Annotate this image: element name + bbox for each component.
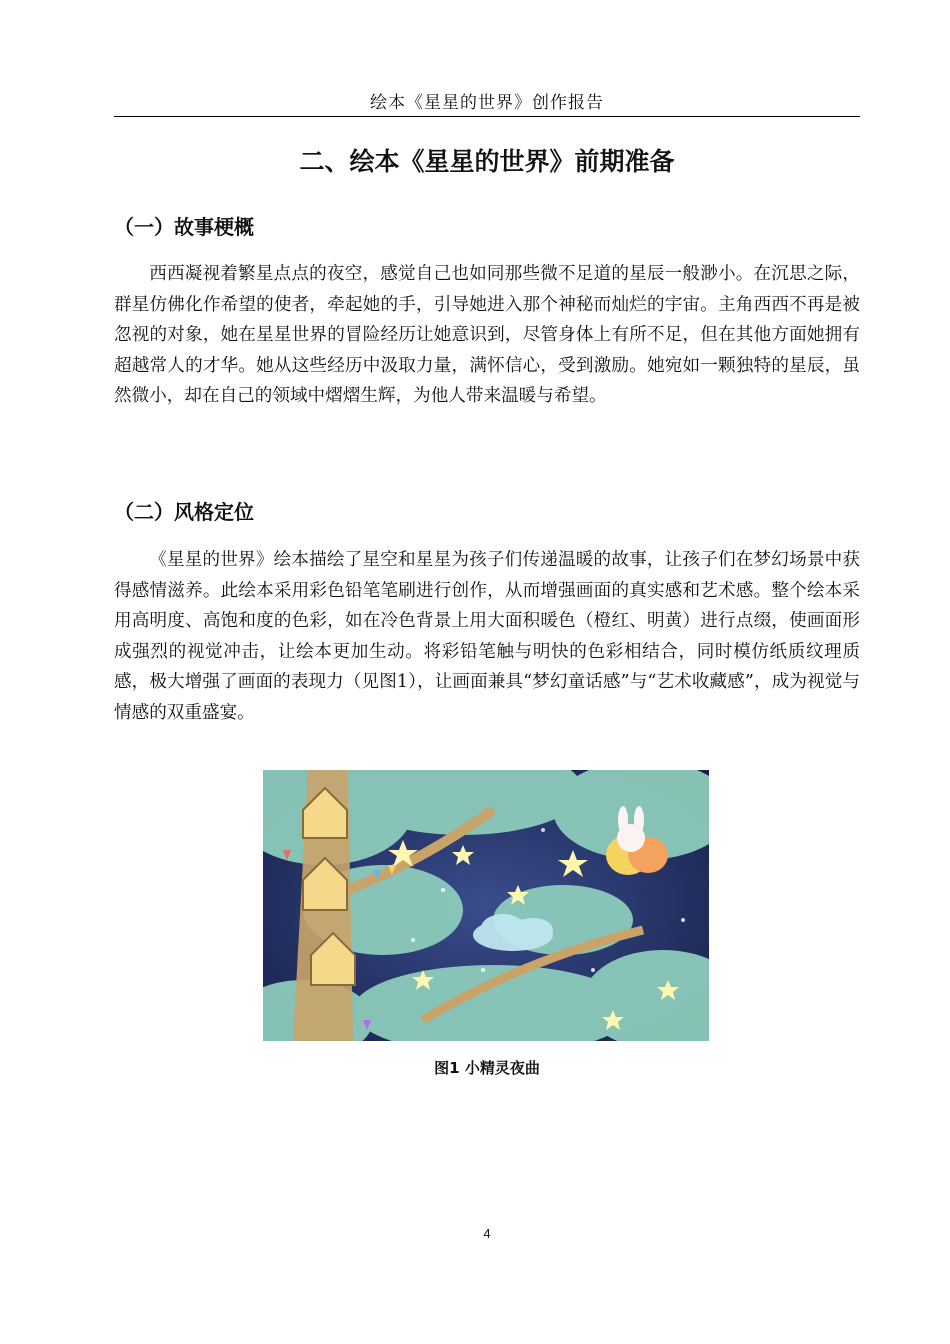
figure-illustration <box>263 770 709 1041</box>
header-rule <box>114 116 860 117</box>
running-header: 绘本《星星的世界》创作报告 <box>370 93 604 113</box>
chapter-title: 二、绘本《星星的世界》前期准备 <box>299 147 675 176</box>
section-heading-style: （二）风格定位 <box>114 500 254 524</box>
page-number: 4 <box>483 1226 491 1241</box>
paragraph-synopsis: 西西凝视着繁星点点的夜空，感觉自己也如同那些微不足道的星辰一般渺小。在沉思之际，群星仿佛化作希望的使者，牵起她的手，引导她进入那个神秘而灿烂的宇宙。主角西西不再是被忽视的对象，她在星星世界的冒险经历让她意识到，尽管身体上有所不足，但在其他方面她拥有超越常人的才华。她从这些经历中汲取力量，满怀信心，受到激励。她宛如一颗独特的星辰，虽然微小，却在自己的领域中熠熠生辉，为他人带来温暖与希望。 <box>114 264 860 406</box>
illustration-picture <box>263 770 709 1041</box>
section-heading-synopsis: （一）故事梗概 <box>114 215 254 239</box>
figure-caption: 图1 小精灵夜曲 <box>434 1059 540 1077</box>
paragraph-style: 《星星的世界》绘本描绘了星空和星星为孩子们传递温暖的故事，让孩子们在梦幻场景中获得感情滋养。此绘本采用彩色铅笔笔刷进行创作，从而增强画面的真实感和艺术感。整个绘本采用高明度、高饱和度的色彩，如在冷色背景上用大面积暖色（橙红、明黄）进行点缀，使画面形成强烈的视觉冲击，让绘本更加生动。将彩铅笔触与明快的色彩相结合，同时模仿纸质纹理质感，极大增强了画面的表现力（见图1），让画面兼具“梦幻童话感”与“艺术收藏感”，成为视觉与情感的双重盛宴。 <box>114 550 860 723</box>
